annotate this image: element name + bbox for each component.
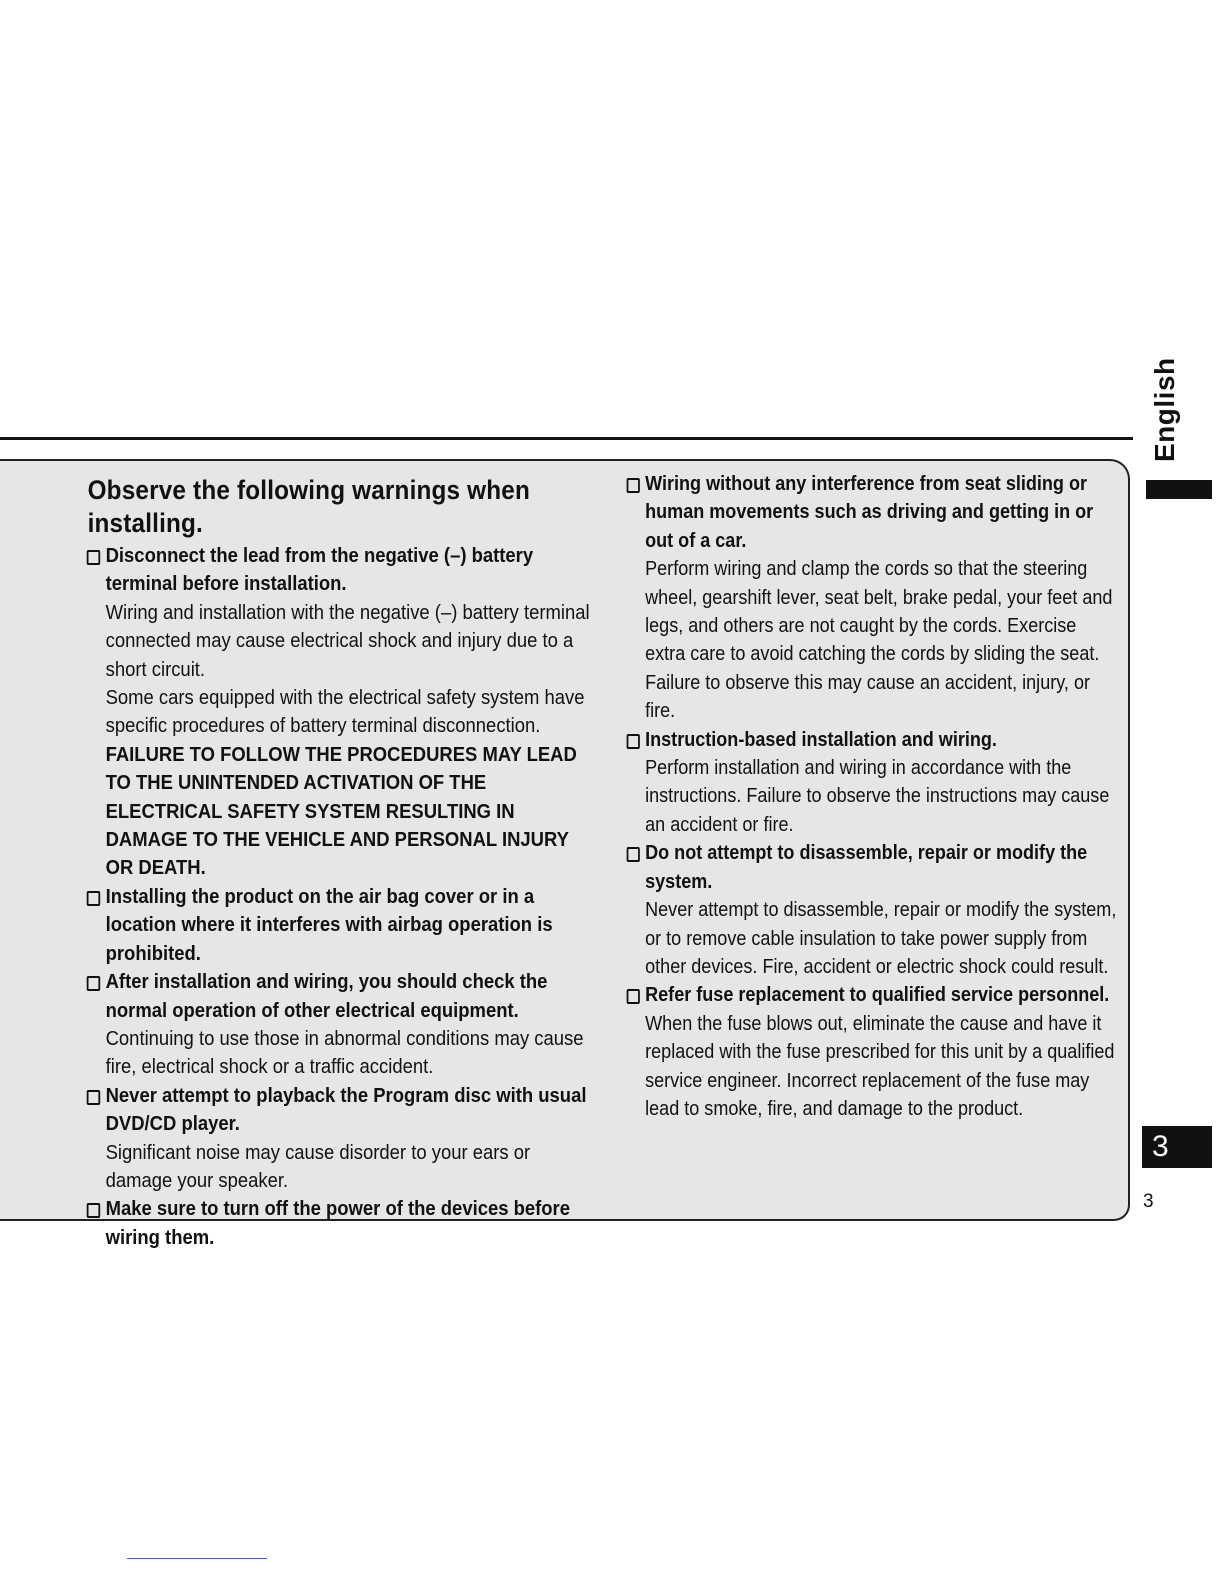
item-body: Some cars equipped with the electrical safety system have specific procedures of battery terminal disconnection. xyxy=(105,686,585,738)
checkbox-icon xyxy=(627,989,640,1004)
warning-item-program-disc xyxy=(84,1082,597,1196)
top-rule xyxy=(0,437,1133,440)
warning-item-seat-sliding xyxy=(624,470,1121,726)
item-body: Perform wiring and clamp the cords so that the steering wheel, gearshift lever, seat belt, brake pedal, your feet and legs, and others are not caught by the cords. Exercise extra care to avoid catching the cords by sliding the seat. Failure to observe this may cause an accident, injury, or fire. xyxy=(645,557,1113,723)
item-body: Wiring and installation with the negative (–) battery terminal connected may cause electrical shock and injury due to a short circuit. xyxy=(105,600,590,681)
section-heading: Observe the following warnings when installing. xyxy=(87,475,531,538)
checkbox-icon xyxy=(87,1203,101,1218)
warning-item-disconnect-battery xyxy=(84,542,597,883)
checkbox-icon xyxy=(87,976,101,991)
warning-item-disassemble xyxy=(624,839,1121,981)
right-column xyxy=(624,470,1121,1123)
item-body: Never attempt to disassemble, repair or modify the system, or to remove cable insulation to take power supply from other devices. Fire, accident or electric shock could result. xyxy=(645,898,1117,978)
warning-item-instruction-based xyxy=(624,726,1121,840)
warning-item-check-equipment xyxy=(84,968,597,1082)
checkbox-icon xyxy=(627,734,640,749)
warning-item-fuse-replacement xyxy=(624,981,1121,1123)
page-tab: 3 xyxy=(1142,1126,1212,1168)
checkbox-icon xyxy=(87,891,101,906)
page-number: 3 xyxy=(1143,1191,1154,1212)
item-warning: FAILURE TO FOLLOW THE PROCEDURES MAY LEAD TO THE UNINTENDED ACTIVATION OF THE ELECTRICAL SAFETY SYSTEM RESULTING IN DAMAGE TO THE VEHICLE AND PERSONAL INJURY OR DEATH. xyxy=(105,742,577,880)
item-body: When the fuse blows out, eliminate the cause and have it replaced with the fuse prescribed for this unit by a qualified service engineer. Incorrect replacement of the fuse may lead to smoke, fire, and damage to the product. xyxy=(645,1011,1115,1120)
item-title: Instruction-based installation and wiring. xyxy=(645,727,997,751)
item-title: Never attempt to playback the Program disc with usual DVD/CD player. xyxy=(105,1083,587,1136)
item-body: Perform installation and wiring in accordance with the instructions. Failure to observe the instructions may cause an accident or fire. xyxy=(645,756,1110,836)
item-title: Refer fuse replacement to qualified service personnel. xyxy=(645,983,1110,1007)
checkbox-icon xyxy=(87,550,101,565)
left-column xyxy=(84,470,597,1252)
item-title: Installing the product on the air bag cover or in a location where it interferes with airbag operation is prohibited. xyxy=(105,884,553,965)
language-tab-marker xyxy=(1146,480,1212,499)
item-title: After installation and wiring, you should check the normal operation of other electrical equipment. xyxy=(105,970,548,1022)
language-label: English xyxy=(1149,357,1180,462)
checkbox-icon xyxy=(87,1090,101,1105)
item-title: Do not attempt to disassemble, repair or modify the system. xyxy=(645,841,1088,893)
checkbox-icon xyxy=(627,847,640,862)
item-title: Make sure to turn off the power of the devices before wiring them. xyxy=(105,1197,571,1249)
item-body: Significant noise may cause disorder to your ears or damage your speaker. xyxy=(105,1140,531,1192)
item-body: Continuing to use those in abnormal conditions may cause fire, electrical shock or a traffic accident. xyxy=(105,1026,584,1079)
warning-item-airbag xyxy=(84,883,597,968)
item-title: Wiring without any interference from seat sliding or human movements such as driving and getting in or out of a car. xyxy=(645,472,1094,552)
footnote-rule xyxy=(127,1558,267,1559)
item-title: Disconnect the lead from the negative (–) battery terminal before installation. xyxy=(105,544,534,596)
checkbox-icon xyxy=(627,478,640,493)
warning-item-power-off xyxy=(84,1195,597,1252)
